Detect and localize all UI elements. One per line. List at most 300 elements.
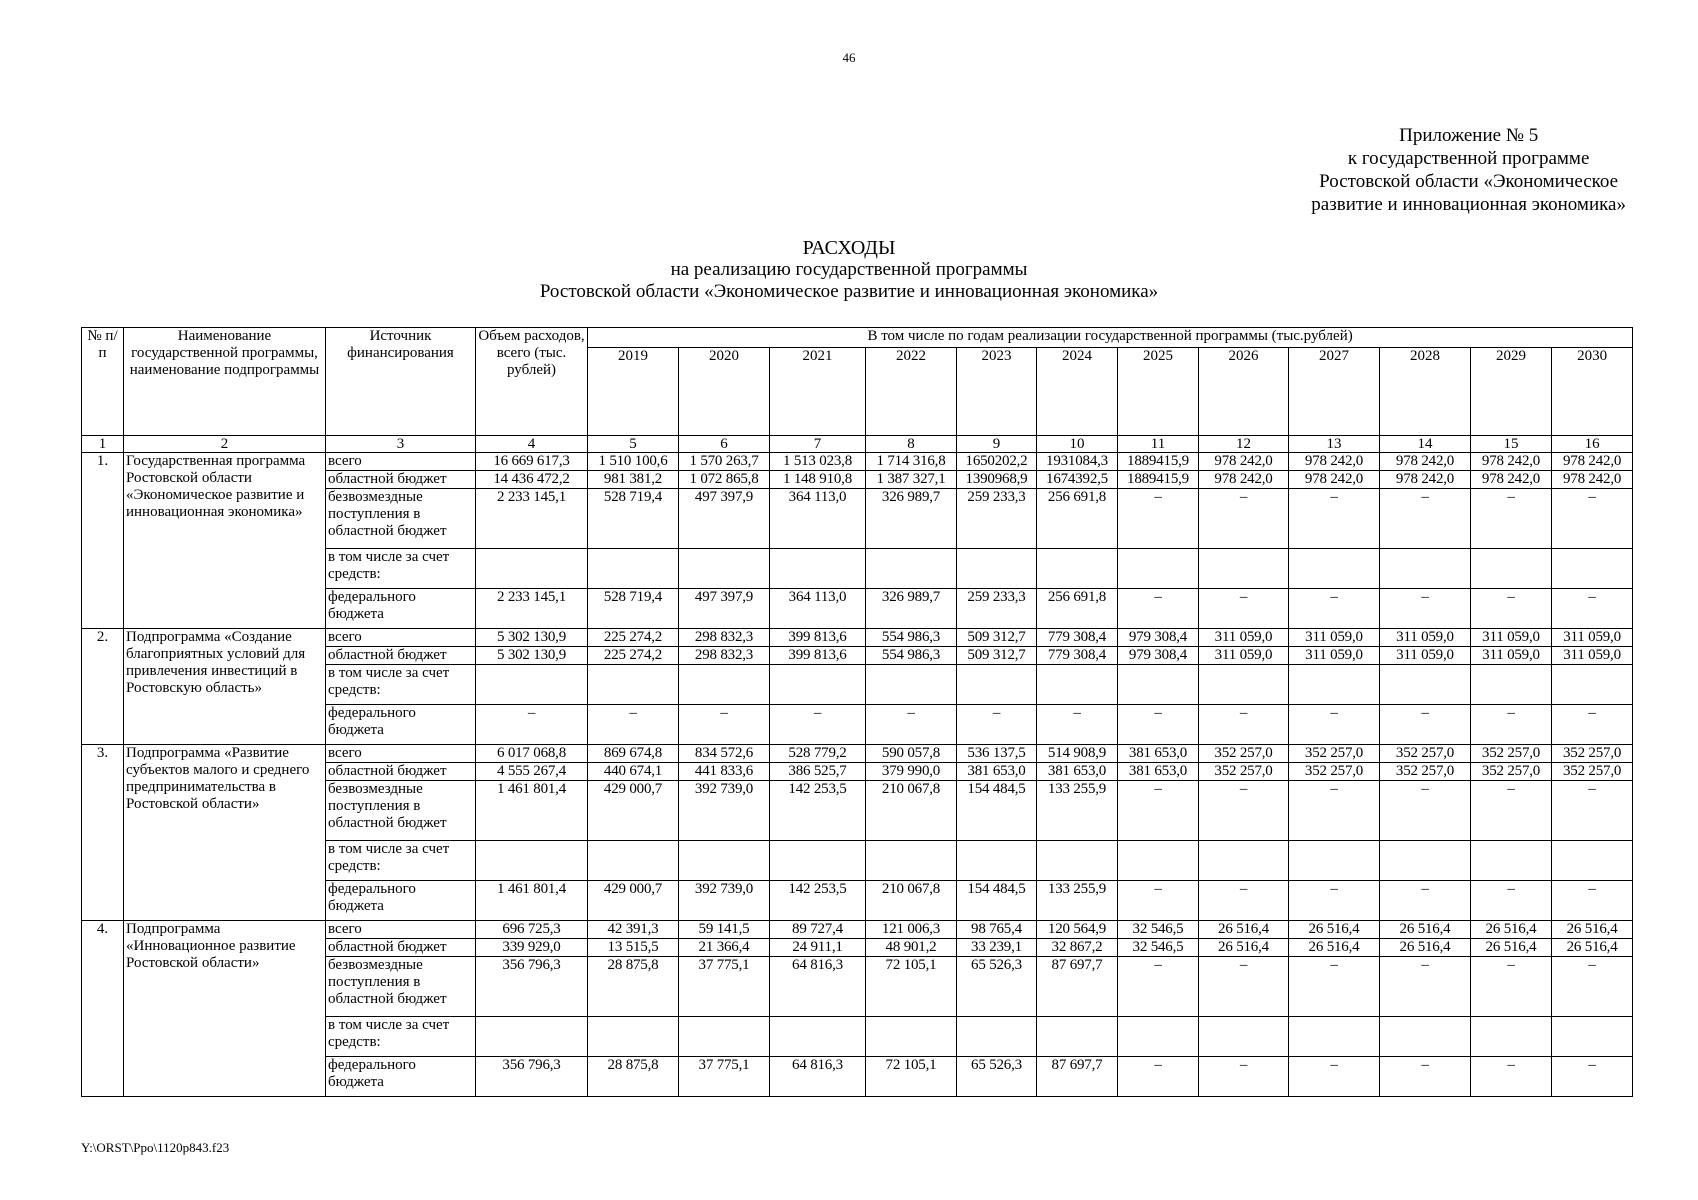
year-amount: 64 816,3 — [770, 957, 866, 1017]
program-number: 3. — [82, 745, 124, 921]
year-amount: – — [1552, 957, 1633, 1017]
year-amount: 33 239,1 — [957, 939, 1037, 957]
year-amount: 311 059,0 — [1289, 629, 1380, 647]
year-amount: – — [1471, 881, 1552, 921]
year-amount: 1 148 910,8 — [770, 471, 866, 489]
year-amount: – — [1380, 1057, 1471, 1097]
year-amount: – — [1289, 781, 1380, 841]
year-amount — [1199, 1017, 1289, 1057]
year-amount: – — [1037, 705, 1118, 745]
year-amount: – — [1118, 589, 1199, 629]
year-amount: – — [1289, 589, 1380, 629]
year-amount: – — [1289, 705, 1380, 745]
total-amount: 1 461 801,4 — [476, 881, 588, 921]
total-amount: 356 796,3 — [476, 957, 588, 1017]
year-amount: – — [1380, 589, 1471, 629]
total-amount — [476, 665, 588, 705]
year-amount: 440 674,1 — [588, 763, 679, 781]
document-heading — [0, 237, 1698, 303]
year-amount: 142 253,5 — [770, 781, 866, 841]
year-amount: 48 901,2 — [866, 939, 957, 957]
year-amount — [679, 841, 770, 881]
year-amount: – — [1380, 881, 1471, 921]
year-amount: 352 257,0 — [1289, 745, 1380, 763]
year-amount: 352 257,0 — [1471, 763, 1552, 781]
year-amount: 352 257,0 — [1289, 763, 1380, 781]
year-amount: 154 484,5 — [957, 781, 1037, 841]
year-amount — [1552, 1017, 1633, 1057]
year-amount: – — [1118, 957, 1199, 1017]
year-amount — [1552, 841, 1633, 881]
header-year: 2027 — [1289, 348, 1380, 436]
year-amount: – — [1471, 1057, 1552, 1097]
total-amount: 6 017 068,8 — [476, 745, 588, 763]
total-amount — [476, 841, 588, 881]
year-amount: – — [1552, 1057, 1633, 1097]
year-amount: – — [1289, 957, 1380, 1017]
column-number: 9 — [957, 436, 1037, 453]
funding-source: в том числе за счет средств: — [326, 1017, 476, 1057]
year-amount: 381 653,0 — [957, 763, 1037, 781]
year-amount: 37 775,1 — [679, 957, 770, 1017]
year-amount: 26 516,4 — [1471, 921, 1552, 939]
year-amount: 311 059,0 — [1199, 629, 1289, 647]
year-amount: 509 312,7 — [957, 647, 1037, 665]
year-amount — [1471, 665, 1552, 705]
year-amount: – — [1118, 1057, 1199, 1097]
year-amount: 37 775,1 — [679, 1057, 770, 1097]
column-number: 1 — [82, 436, 124, 453]
year-amount — [957, 549, 1037, 589]
funding-source: безвозмездные поступления в областной бюджет — [326, 957, 476, 1017]
year-amount: 28 875,8 — [588, 957, 679, 1017]
year-amount — [1380, 549, 1471, 589]
year-amount — [679, 549, 770, 589]
year-amount: – — [1380, 781, 1471, 841]
year-amount: – — [957, 705, 1037, 745]
year-amount — [1118, 841, 1199, 881]
year-amount: 311 059,0 — [1552, 647, 1633, 665]
year-amount — [588, 665, 679, 705]
table-row — [82, 745, 1633, 763]
year-amount: 121 006,3 — [866, 921, 957, 939]
year-amount: 311 059,0 — [1552, 629, 1633, 647]
year-amount: 65 526,3 — [957, 957, 1037, 1017]
year-amount: 89 727,4 — [770, 921, 866, 939]
year-amount — [1037, 665, 1118, 705]
year-amount: 978 242,0 — [1552, 453, 1633, 471]
column-number: 3 — [326, 436, 476, 453]
header-year: 2019 — [588, 348, 679, 436]
year-amount — [1199, 665, 1289, 705]
year-amount: 311 059,0 — [1471, 629, 1552, 647]
year-amount: – — [1552, 589, 1633, 629]
year-amount: – — [1471, 957, 1552, 1017]
year-amount: – — [1552, 705, 1633, 745]
year-amount: – — [1199, 957, 1289, 1017]
year-amount — [1552, 549, 1633, 589]
year-amount: 352 257,0 — [1380, 745, 1471, 763]
year-amount — [957, 665, 1037, 705]
year-amount: 26 516,4 — [1199, 939, 1289, 957]
funding-source: в том числе за счет средств: — [326, 841, 476, 881]
appendix-note — [1311, 124, 1626, 216]
year-amount: 379 990,0 — [866, 763, 957, 781]
year-amount: – — [588, 705, 679, 745]
year-amount: 326 989,7 — [866, 589, 957, 629]
year-amount: 42 391,3 — [588, 921, 679, 939]
year-amount: 352 257,0 — [1552, 763, 1633, 781]
year-amount: – — [770, 705, 866, 745]
year-amount — [679, 665, 770, 705]
total-amount: 696 725,3 — [476, 921, 588, 939]
year-amount: – — [1118, 489, 1199, 549]
year-amount: – — [1380, 489, 1471, 549]
year-amount: 536 137,5 — [957, 745, 1037, 763]
column-number: 4 — [476, 436, 588, 453]
funding-source: федерального бюджета — [326, 881, 476, 921]
year-amount: 26 516,4 — [1289, 939, 1380, 957]
total-amount — [476, 549, 588, 589]
funding-source: областной бюджет — [326, 647, 476, 665]
year-amount: 364 113,0 — [770, 589, 866, 629]
year-amount: 554 986,3 — [866, 629, 957, 647]
year-amount — [1199, 841, 1289, 881]
year-amount: 352 257,0 — [1199, 763, 1289, 781]
year-amount: – — [1471, 489, 1552, 549]
year-amount: 259 233,3 — [957, 589, 1037, 629]
year-amount: 1889415,9 — [1118, 453, 1199, 471]
year-amount: 21 366,4 — [679, 939, 770, 957]
year-amount: 98 765,4 — [957, 921, 1037, 939]
year-amount: 392 739,0 — [679, 781, 770, 841]
total-amount: 1 461 801,4 — [476, 781, 588, 841]
year-amount: 1650202,2 — [957, 453, 1037, 471]
appendix-line: Ростовской области «Экономическое — [1319, 171, 1619, 192]
year-amount — [1380, 665, 1471, 705]
year-amount — [770, 665, 866, 705]
year-amount: 256 691,8 — [1037, 589, 1118, 629]
program-name: Подпрограмма «Создание благоприятных условий для привлечения инвестиций в Ростовскую область» — [124, 629, 326, 745]
total-amount: 16 669 617,3 — [476, 453, 588, 471]
year-amount: 298 832,3 — [679, 647, 770, 665]
year-amount: 779 308,4 — [1037, 629, 1118, 647]
year-amount: 259 233,3 — [957, 489, 1037, 549]
funding-source: областной бюджет — [326, 763, 476, 781]
year-amount: 87 697,7 — [1037, 1057, 1118, 1097]
year-amount: – — [1289, 1057, 1380, 1097]
year-amount — [1471, 549, 1552, 589]
appendix-line: Приложение № 5 — [1399, 125, 1539, 146]
year-amount — [770, 1017, 866, 1057]
table-row — [82, 453, 1633, 471]
header-year: 2026 — [1199, 348, 1289, 436]
year-amount: 298 832,3 — [679, 629, 770, 647]
year-amount — [1037, 1017, 1118, 1057]
year-amount — [1037, 549, 1118, 589]
year-amount: 528 719,4 — [588, 489, 679, 549]
year-amount: – — [1471, 705, 1552, 745]
column-number: 10 — [1037, 436, 1118, 453]
year-amount: 978 242,0 — [1471, 453, 1552, 471]
total-amount: 2 233 145,1 — [476, 489, 588, 549]
funding-source: всего — [326, 745, 476, 763]
year-amount: 210 067,8 — [866, 881, 957, 921]
table-row — [82, 921, 1633, 939]
total-amount: 2 233 145,1 — [476, 589, 588, 629]
year-amount: 26 516,4 — [1199, 921, 1289, 939]
year-amount: 978 242,0 — [1199, 471, 1289, 489]
year-amount: 142 253,5 — [770, 881, 866, 921]
year-amount: 24 911,1 — [770, 939, 866, 957]
year-amount: 979 308,4 — [1118, 629, 1199, 647]
year-amount — [588, 1017, 679, 1057]
year-amount: 978 242,0 — [1471, 471, 1552, 489]
year-amount: 381 653,0 — [1118, 763, 1199, 781]
header-year: 2021 — [770, 348, 866, 436]
funding-source: федерального бюджета — [326, 589, 476, 629]
year-amount: – — [866, 705, 957, 745]
year-amount: 779 308,4 — [1037, 647, 1118, 665]
year-amount: 381 653,0 — [1037, 763, 1118, 781]
year-amount: 834 572,6 — [679, 745, 770, 763]
year-amount: 1390968,9 — [957, 471, 1037, 489]
year-amount: – — [1552, 489, 1633, 549]
year-amount: 1 072 865,8 — [679, 471, 770, 489]
year-amount: 978 242,0 — [1380, 453, 1471, 471]
year-amount — [1118, 1017, 1199, 1057]
year-amount: 311 059,0 — [1199, 647, 1289, 665]
year-amount: – — [1118, 705, 1199, 745]
year-amount: – — [1199, 489, 1289, 549]
year-amount: 311 059,0 — [1380, 647, 1471, 665]
header-name: Наименование государственной программы, наименование подпрограммы — [124, 328, 326, 436]
year-amount: 392 739,0 — [679, 881, 770, 921]
total-amount: – — [476, 705, 588, 745]
program-number: 2. — [82, 629, 124, 745]
total-amount: 339 929,0 — [476, 939, 588, 957]
year-amount — [1471, 1017, 1552, 1057]
year-amount: 26 516,4 — [1471, 939, 1552, 957]
total-amount: 4 555 267,4 — [476, 763, 588, 781]
year-amount: 1 513 023,8 — [770, 453, 866, 471]
year-amount — [1037, 841, 1118, 881]
year-amount: 978 242,0 — [1289, 453, 1380, 471]
year-amount: 120 564,9 — [1037, 921, 1118, 939]
column-number: 13 — [1289, 436, 1380, 453]
column-number: 16 — [1552, 436, 1633, 453]
column-number: 15 — [1471, 436, 1552, 453]
program-name: Подпрограмма «Инновационное развитие Ростовской области» — [124, 921, 326, 1097]
header-source: Источник финансирования — [326, 328, 476, 436]
header-total: Объем расходов, всего (тыс. рублей) — [476, 328, 588, 436]
column-number: 7 — [770, 436, 866, 453]
year-amount: 429 000,7 — [588, 881, 679, 921]
header-year: 2025 — [1118, 348, 1199, 436]
year-amount: – — [1199, 589, 1289, 629]
column-number: 11 — [1118, 436, 1199, 453]
column-number: 14 — [1380, 436, 1471, 453]
year-amount: 509 312,7 — [957, 629, 1037, 647]
year-amount: 978 242,0 — [1552, 471, 1633, 489]
header-year: 2022 — [866, 348, 957, 436]
header-year: 2028 — [1380, 348, 1471, 436]
year-amount: – — [1552, 781, 1633, 841]
header-year: 2020 — [679, 348, 770, 436]
year-amount: 364 113,0 — [770, 489, 866, 549]
year-amount: 72 105,1 — [866, 1057, 957, 1097]
year-amount: 514 908,9 — [1037, 745, 1118, 763]
document-title: РАСХОДЫ — [802, 237, 896, 259]
year-amount: 154 484,5 — [957, 881, 1037, 921]
year-amount: 1 387 327,1 — [866, 471, 957, 489]
year-amount: 72 105,1 — [866, 957, 957, 1017]
year-amount: 64 816,3 — [770, 1057, 866, 1097]
year-amount: 225 274,2 — [588, 629, 679, 647]
year-amount: 1931084,3 — [1037, 453, 1118, 471]
year-amount — [957, 841, 1037, 881]
year-amount: – — [1199, 881, 1289, 921]
year-amount: 497 397,9 — [679, 589, 770, 629]
column-number: 2 — [124, 436, 326, 453]
year-amount: 326 989,7 — [866, 489, 957, 549]
header-year: 2023 — [957, 348, 1037, 436]
year-amount: 352 257,0 — [1199, 745, 1289, 763]
header-year: 2024 — [1037, 348, 1118, 436]
year-amount: 979 308,4 — [1118, 647, 1199, 665]
document-subtitle: на реализацию государственной программы — [670, 259, 1028, 280]
year-amount — [866, 841, 957, 881]
year-amount: 399 813,6 — [770, 647, 866, 665]
year-amount — [1471, 841, 1552, 881]
year-amount: 65 526,3 — [957, 1057, 1037, 1097]
year-amount: – — [1380, 705, 1471, 745]
column-number: 6 — [679, 436, 770, 453]
appendix-line: к государственной программе — [1347, 148, 1590, 169]
header-year: 2030 — [1552, 348, 1633, 436]
year-amount: – — [1380, 957, 1471, 1017]
year-amount — [1289, 665, 1380, 705]
document-subtitle: Ростовской области «Экономическое развитие и инновационная экономика» — [539, 281, 1159, 302]
year-amount: – — [1199, 1057, 1289, 1097]
year-amount: 32 867,2 — [1037, 939, 1118, 957]
file-path-footer: Y:\ORST\Ppo\1120p843.f23 — [81, 1140, 230, 1155]
year-amount: 978 242,0 — [1289, 471, 1380, 489]
year-amount — [957, 1017, 1037, 1057]
year-amount: 352 257,0 — [1380, 763, 1471, 781]
funding-source: безвозмездные поступления в областной бюджет — [326, 781, 476, 841]
year-amount: 32 546,5 — [1118, 921, 1199, 939]
year-amount: 28 875,8 — [588, 1057, 679, 1097]
year-amount — [1199, 549, 1289, 589]
year-amount: 978 242,0 — [1380, 471, 1471, 489]
column-number: 12 — [1199, 436, 1289, 453]
year-amount: 352 257,0 — [1471, 745, 1552, 763]
year-amount: 1674392,5 — [1037, 471, 1118, 489]
total-amount — [476, 1017, 588, 1057]
year-amount: 26 516,4 — [1380, 939, 1471, 957]
year-amount: 1889415,9 — [1118, 471, 1199, 489]
year-amount: 1 510 100,6 — [588, 453, 679, 471]
year-amount — [1380, 841, 1471, 881]
year-amount — [1118, 665, 1199, 705]
year-amount: 210 067,8 — [866, 781, 957, 841]
year-amount: 352 257,0 — [1552, 745, 1633, 763]
year-amount: – — [1552, 881, 1633, 921]
page-number: 46 — [842, 50, 856, 65]
year-amount: – — [1289, 489, 1380, 549]
total-amount: 356 796,3 — [476, 1057, 588, 1097]
year-amount: 26 516,4 — [1289, 921, 1380, 939]
program-name: Подпрограмма «Развитие субъектов малого и среднего предпринимательства в Ростовской области» — [124, 745, 326, 921]
funding-source: областной бюджет — [326, 471, 476, 489]
year-amount: – — [1289, 881, 1380, 921]
year-amount: 386 525,7 — [770, 763, 866, 781]
year-amount — [588, 841, 679, 881]
year-amount: – — [1471, 781, 1552, 841]
expenses-table — [81, 327, 1633, 1097]
year-amount: 26 516,4 — [1552, 921, 1633, 939]
total-amount: 5 302 130,9 — [476, 629, 588, 647]
year-amount: 441 833,6 — [679, 763, 770, 781]
year-amount — [1289, 1017, 1380, 1057]
year-amount — [770, 841, 866, 881]
year-amount: – — [679, 705, 770, 745]
year-amount: 26 516,4 — [1552, 939, 1633, 957]
year-amount: 59 141,5 — [679, 921, 770, 939]
header-years-group: В том числе по годам реализации государственной программы (тыс.рублей) — [588, 328, 1633, 348]
funding-source: в том числе за счет средств: — [326, 549, 476, 589]
year-amount: – — [1199, 781, 1289, 841]
year-amount: 497 397,9 — [679, 489, 770, 549]
year-amount: – — [1118, 781, 1199, 841]
year-amount: 528 719,4 — [588, 589, 679, 629]
year-amount: 1 570 263,7 — [679, 453, 770, 471]
year-amount: 133 255,9 — [1037, 881, 1118, 921]
year-amount: 256 691,8 — [1037, 489, 1118, 549]
year-amount — [866, 665, 957, 705]
year-amount: 13 515,5 — [588, 939, 679, 957]
funding-source: всего — [326, 629, 476, 647]
funding-source: федерального бюджета — [326, 705, 476, 745]
program-name: Государственная программа Ростовской области «Экономическое развитие и инновационная экономика» — [124, 453, 326, 629]
year-amount: 869 674,8 — [588, 745, 679, 763]
year-amount — [1552, 665, 1633, 705]
table-row — [82, 629, 1633, 647]
year-amount: – — [1199, 705, 1289, 745]
funding-source: федерального бюджета — [326, 1057, 476, 1097]
funding-source: в том числе за счет средств: — [326, 665, 476, 705]
total-amount: 14 436 472,2 — [476, 471, 588, 489]
year-amount: 32 546,5 — [1118, 939, 1199, 957]
year-amount: 590 057,8 — [866, 745, 957, 763]
year-amount — [866, 1017, 957, 1057]
year-amount: 225 274,2 — [588, 647, 679, 665]
year-amount: 429 000,7 — [588, 781, 679, 841]
funding-source: областной бюджет — [326, 939, 476, 957]
year-amount: – — [1471, 589, 1552, 629]
funding-source: всего — [326, 453, 476, 471]
appendix-line: развитие и инновационная экономика» — [1311, 194, 1626, 215]
year-amount — [679, 1017, 770, 1057]
year-amount: 311 059,0 — [1289, 647, 1380, 665]
year-amount: 133 255,9 — [1037, 781, 1118, 841]
year-amount: 381 653,0 — [1118, 745, 1199, 763]
year-amount: 528 779,2 — [770, 745, 866, 763]
year-amount: 981 381,2 — [588, 471, 679, 489]
year-amount: 311 059,0 — [1471, 647, 1552, 665]
year-amount — [1118, 549, 1199, 589]
